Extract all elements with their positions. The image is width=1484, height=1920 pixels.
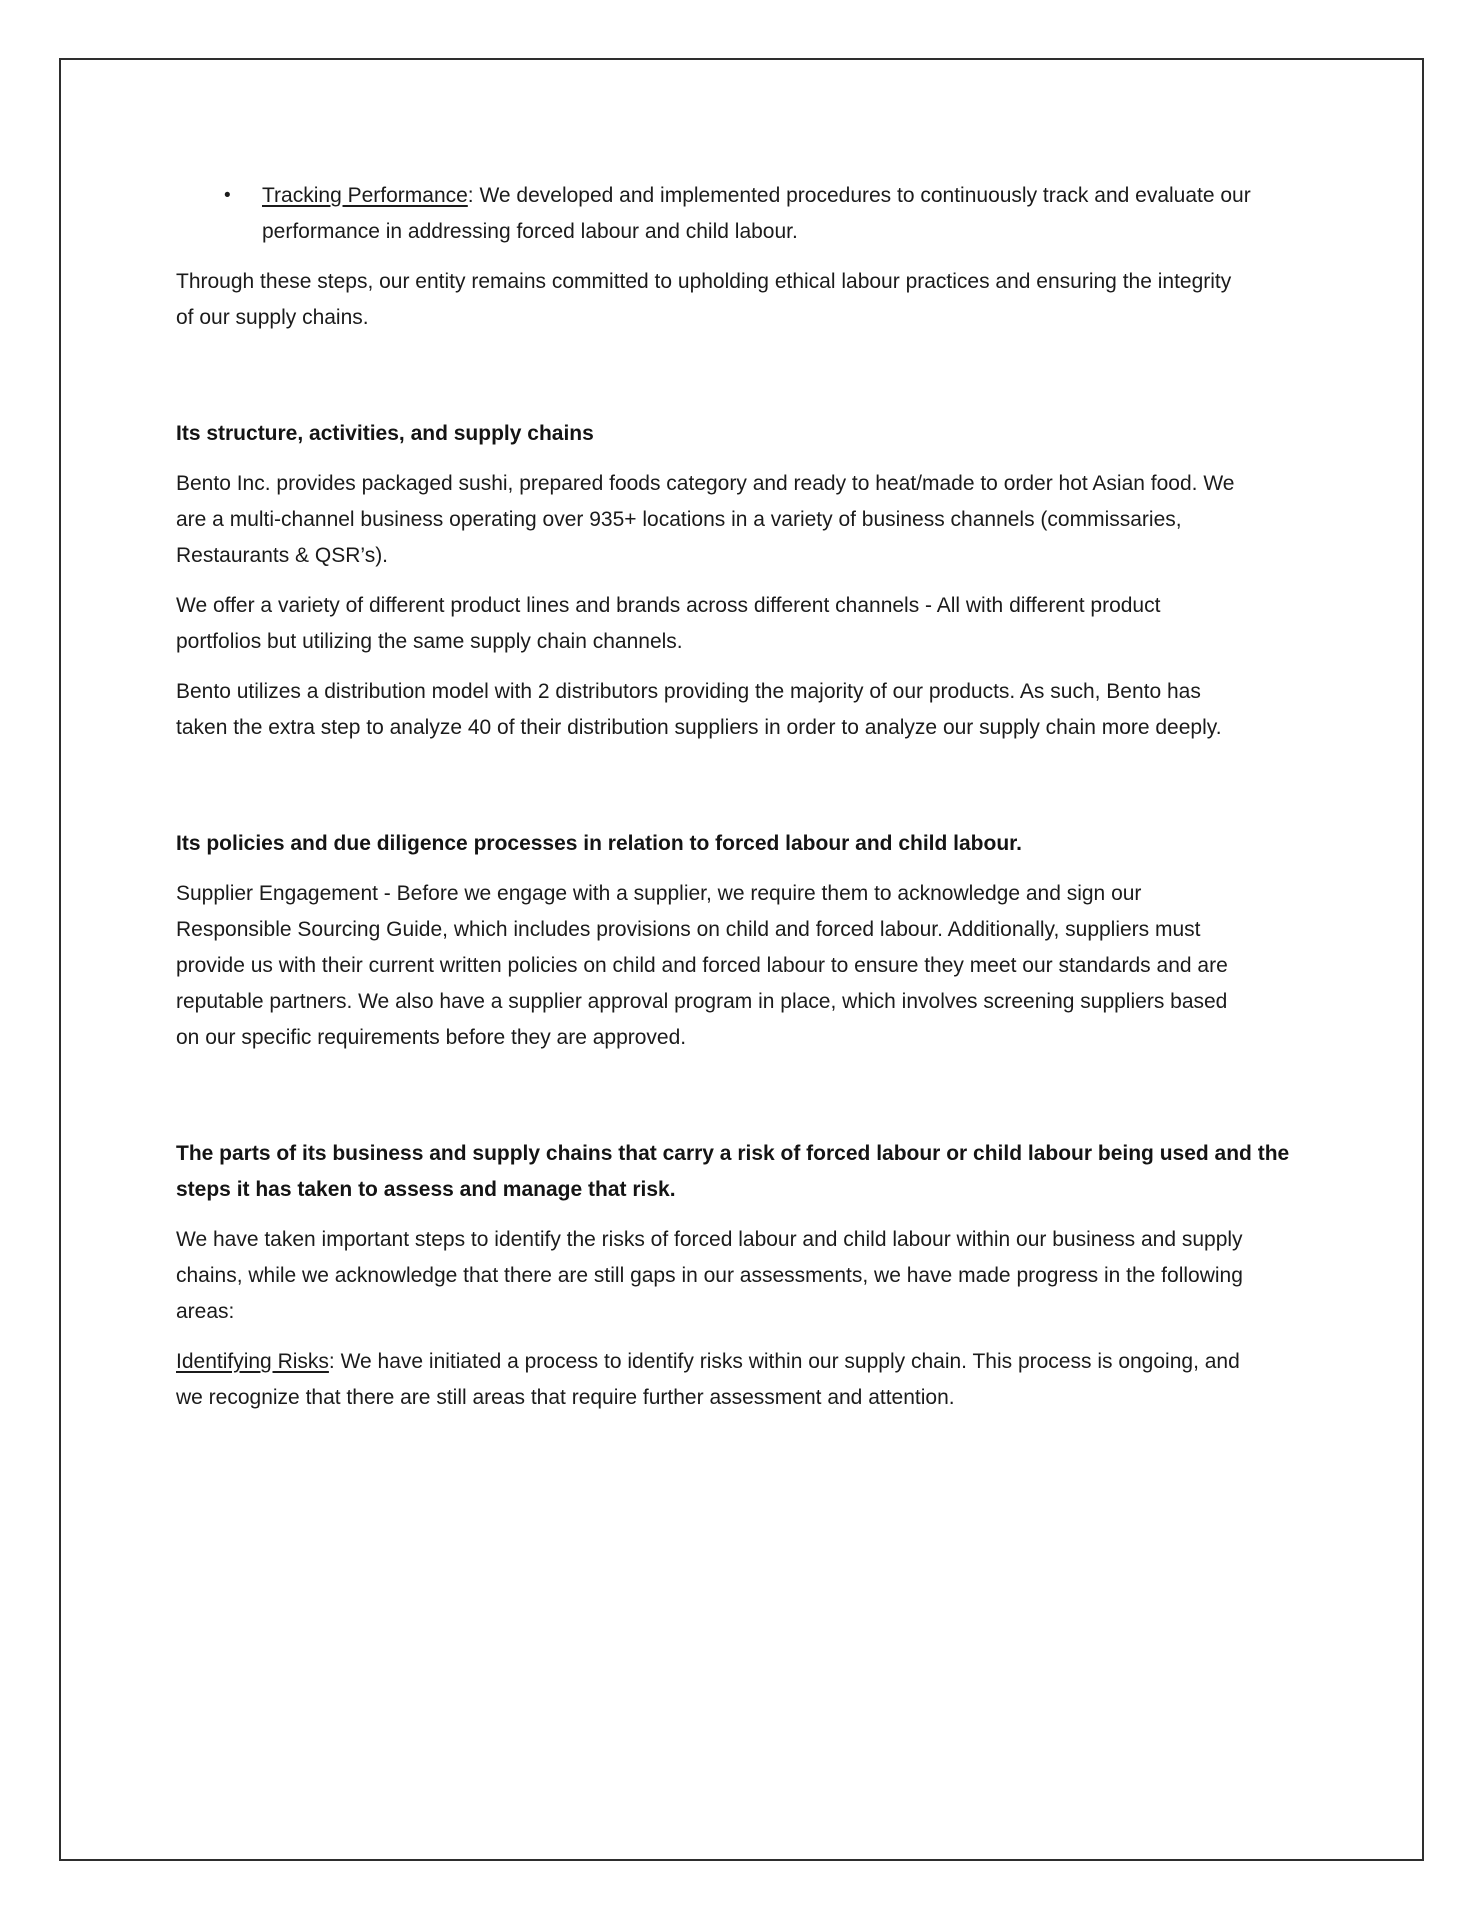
tracking-performance-text: : We developed and implemented procedures to continuously track and evaluate our performance in addressing forced labour and child labour. — [262, 184, 1251, 243]
paragraph-product-lines: We offer a variety of different product lines and brands across different channels - All with different product portfolios but utilizing the same supply chain channels. — [176, 594, 1161, 653]
heading-risk-parts: The parts of its business and supply chains that carry a risk of forced labour or child labour being used and the steps it has taken to assess and manage that risk. — [176, 1142, 1290, 1201]
tracking-performance-underlined-label: Tracking Performance — [262, 184, 468, 207]
list-item-tracking-performance — [176, 178, 1307, 250]
paragraph-supplier-engagement: Supplier Engagement - Before we engage with a supplier, we require them to acknowledge and sign our Responsible Sourcing Guide, which includes provisions on child and forced labour. Additionally, suppliers must provide us with their current written policies on child and forced labour to ensure they meet our standards and are reputable partners. We also have a supplier approval program in place, which involves screening suppliers based on our specific requirements before they are approved. — [176, 882, 1228, 1049]
paragraph-identifying-risks — [176, 1344, 1246, 1416]
heading-structure-activities-supply-chains: Its structure, activities, and supply chains — [176, 422, 594, 445]
paragraph-risk-steps: We have taken important steps to identify the risks of forced labour and child labour within our business and supply chains, while we acknowledge that there are still gaps in our assessments, we have made progress in the following areas: — [176, 1228, 1243, 1323]
page-border — [59, 58, 1424, 1861]
heading-policies-due-diligence: Its policies and due diligence processes in relation to forced labour and child labour. — [176, 832, 1023, 855]
bullet-icon: • — [224, 185, 231, 206]
bullet-list — [176, 178, 1307, 250]
paragraph-bento-overview: Bento Inc. provides packaged sushi, prepared foods category and ready to heat/made to order hot Asian food. We are a multi-channel business operating over 935+ locations in a variety of business channels (commissaries, Restaurants & QSR’s). — [176, 472, 1235, 567]
identifying-risks-text: : We have initiated a process to identify risks within our supply chain. This process is ongoing, and we recognize that there are still areas that require further assessment and attention. — [176, 1350, 1240, 1409]
paragraph-commitment: Through these steps, our entity remains committed to upholding ethical labour practices and ensuring the integrity of our supply chains. — [176, 270, 1232, 329]
document-content — [61, 60, 1422, 1416]
paragraph-distribution-model: Bento utilizes a distribution model with 2 distributors providing the majority of our products. As such, Bento has taken the extra step to analyze 40 of their distribution suppliers in order to analyze our supply chain more deeply. — [176, 680, 1222, 739]
identifying-risks-underlined-label: Identifying Risks — [176, 1350, 329, 1373]
